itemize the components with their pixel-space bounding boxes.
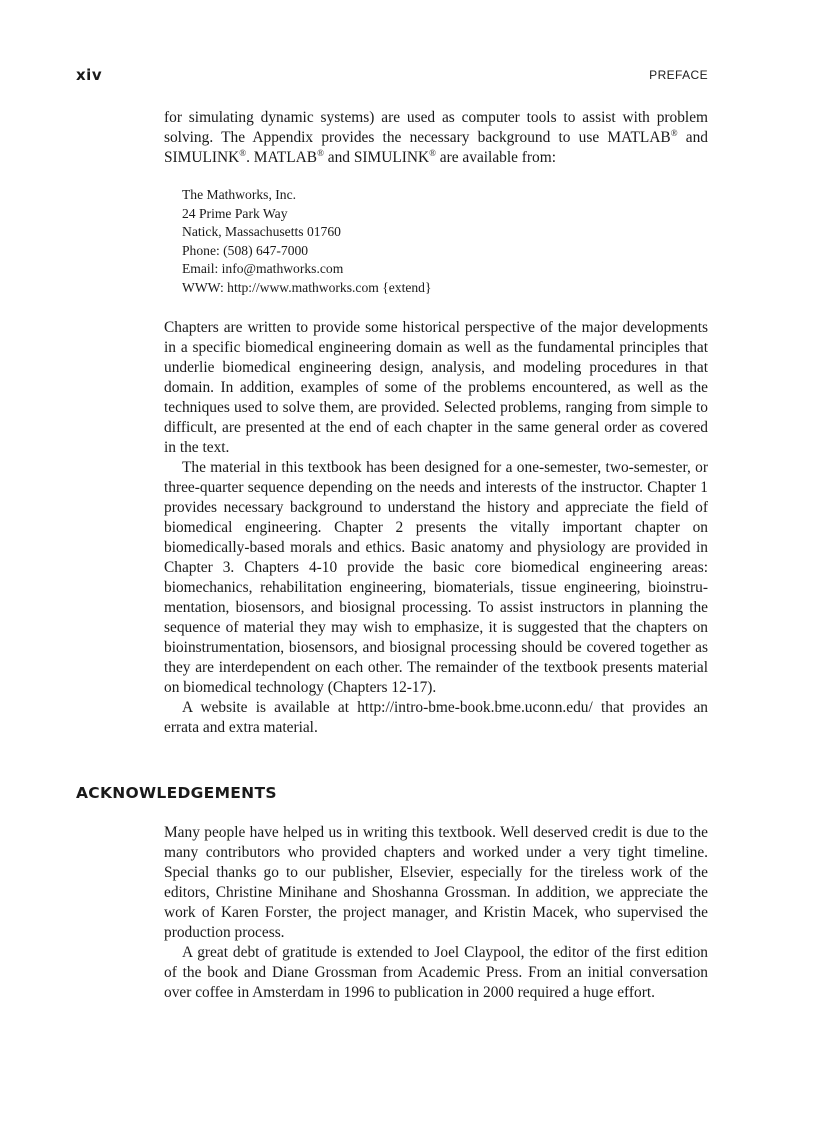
address-line-phone: Phone: (508) 647-7000 bbox=[182, 242, 309, 258]
registered-mark: ® bbox=[429, 148, 436, 158]
body-paragraph: Chapters are written to provide some historical perspective of the major developments in a specific biomedical engineering domain as well as the fundamental principles that underlie biomedical engineering design, analysis, and modeling procedures in that domain. In addition, examples of some of the problems encountered, as well as the techniques used to solve them, are provided. Selected problems, ranging from simple to difficult, are presented at the end of each chapter in the same general order as covered in the text. bbox=[164, 319, 708, 456]
running-header bbox=[76, 66, 708, 86]
acknowledgements-section bbox=[164, 823, 708, 1003]
address-line-email: Email: info@mathworks.com bbox=[182, 261, 344, 277]
registered-mark: ® bbox=[317, 148, 324, 158]
mathworks-address bbox=[182, 186, 708, 298]
body-paragraph: The material in this textbook has been designed for a one-semester, two-semester, or three-quarter sequence depending on the needs and interests of the instructor. Chapter 1 provides necessary background to understand the history and appreciate the field of biomedical engineering. Chapter 2 presents the vitally important chapter on biomedically-based morals and ethics. Basic anatomy and physiology are provided in Chapter 3. Chapters 4-10 provide the basic core biomedical engineering areas: biomechanics, rehabilitation engineering, biomaterials, tissue engineering, bioinstrumentation, biosensors, and biosignal processing. To assist instructors in planning the sequence of material they may wish to emphasize, it is suggested that the chapters on bioinstrumentation, biosensors, and biosignal processing should be covered together as they are interdependent on each other. The remainder of the textbook presents material on biomedical technology (Chapters 12-17). bbox=[164, 459, 708, 696]
running-title: PREFACE bbox=[649, 68, 708, 82]
chapters-section bbox=[164, 318, 708, 738]
acknowledgements-heading: ACKNOWLEDGEMENTS bbox=[76, 784, 277, 802]
intro-section bbox=[164, 108, 708, 298]
body-paragraph: Many people have helped us in writing this textbook. Well deserved credit is due to the many contributors who provided chapters and worked under a very tight timeline. Special thanks go to our publisher, Elsevier, especially for the tireless work of the editors, Christine Minihane and Shoshanna Grossman. In addition, we appreciate the work of Karen Forster, the project manager, and Kristin Macek, who supervised the production process. bbox=[164, 824, 708, 941]
body-paragraph: A website is available at http://intro-bme-book.bme.uconn.edu/ that provides an errata and extra material. bbox=[164, 699, 708, 736]
address-line-street: 24 Prime Park Way bbox=[182, 205, 288, 221]
address-line-www: WWW: http://www.mathworks.com {extend} bbox=[182, 279, 432, 295]
registered-mark: ® bbox=[239, 148, 247, 158]
address-line-company: The Mathworks, Inc. bbox=[182, 187, 297, 202]
intro-paragraph: for simulating dynamic systems) are used as computer tools to assist with problem solving. The Appendix provides the necessary background to use MATLAB® and SIMULINK®. MATLAB® and SIMULINK® are available from: bbox=[164, 109, 708, 166]
address-line-city: Natick, Massachusetts 01760 bbox=[182, 224, 341, 240]
page-number: xiv bbox=[76, 66, 103, 84]
registered-mark: ® bbox=[670, 128, 678, 138]
body-paragraph: A great debt of gratitude is extended to Joel Claypool, the editor of the first edition of the book and Diane Grossman from Academic Press. From an initial conversation over coffee in Amsterdam in 1996 to publication in 2000 required a huge effort. bbox=[164, 944, 708, 1001]
